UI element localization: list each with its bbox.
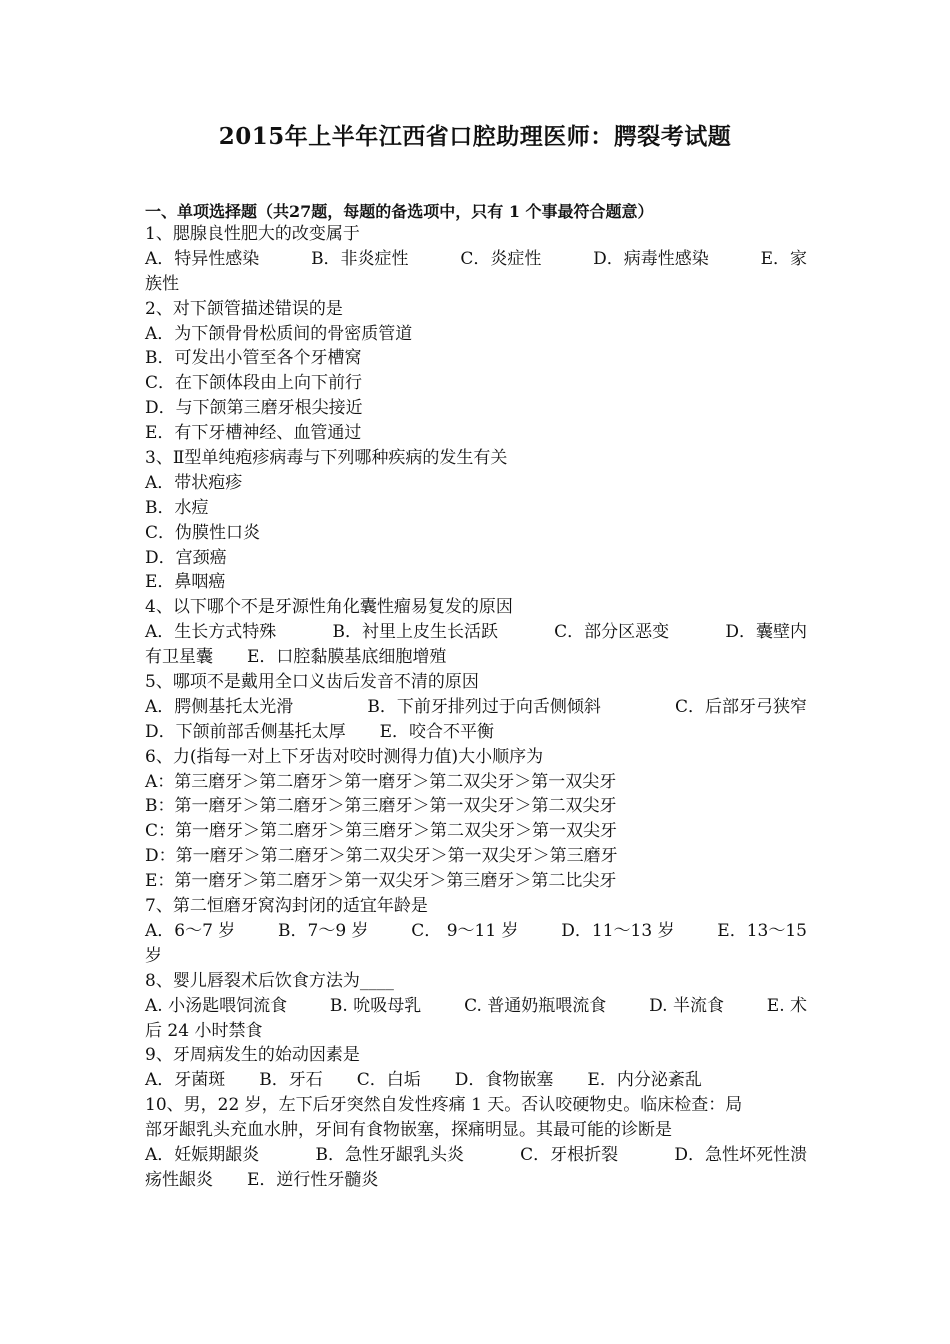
option-line [145, 247, 807, 272]
option-text: A．腭侧基托太光滑 [145, 696, 294, 717]
text-line: B．水痘 [145, 497, 209, 518]
question-body [145, 222, 807, 1193]
option-text: E．家 [760, 248, 807, 269]
option-line [145, 1143, 807, 1168]
option-text: D. 半流食 [649, 995, 724, 1016]
option-line [145, 620, 807, 645]
option-text: D．囊壁内 [725, 622, 807, 643]
text-line: 8、婴儿唇裂术后饮食方法为____ [145, 970, 394, 991]
text-line: 后 24 小时禁食 [145, 1020, 263, 1041]
text-line: 族性 [145, 273, 179, 294]
text-line: 4、以下哪个不是牙源性角化囊性瘤易复发的原因 [145, 597, 513, 618]
option-text: C．牙根折裂 [520, 1144, 619, 1165]
option-text: D．急性坏死性溃 [674, 1144, 807, 1165]
text-line: 9、牙周病发生的始动因素是 [145, 1045, 360, 1066]
text-line: D．下颌前部舌侧基托太厚 E．咬合不平衡 [145, 721, 495, 742]
text-line: A．带状疱疹 [145, 472, 243, 493]
text-line: D．宫颈癌 [145, 547, 227, 568]
option-text: A. 小汤匙喂饲流食 [145, 995, 288, 1016]
option-text: 10、男，22 岁，左下后牙突然自发性疼痛 1 天。否认咬硬物史。临床检查：局 [145, 1095, 743, 1116]
text-line: 岁 [145, 945, 162, 966]
text-line: 6、力(指每一对上下牙齿对咬时测得力值)大小顺序为 [145, 746, 544, 767]
text-line: 疡性龈炎 E．逆行性牙髓炎 [145, 1169, 379, 1190]
text-line: C：第一磨牙＞第二磨牙＞第三磨牙＞第二双尖牙＞第一双尖牙 [145, 821, 618, 842]
text-line: D：第一磨牙＞第二磨牙＞第二双尖牙＞第一双尖牙＞第三磨牙 [145, 846, 618, 867]
document-title: 2015年上半年江西省口腔助理医师：腭裂考试题 [218, 123, 732, 150]
option-text: A．特异性感染 [145, 248, 260, 269]
option-text: B. 吮吸母乳 [329, 995, 422, 1016]
option-text: A．生长方式特殊 [145, 622, 277, 643]
text-line: B．可发出小管至各个牙槽窝 [145, 348, 362, 369]
text-line: 7、第二恒磨牙窝沟封闭的适宜年龄是 [145, 896, 428, 917]
option-line [145, 994, 807, 1019]
option-line [145, 1093, 807, 1118]
option-text: C． 9～11 岁 [411, 920, 519, 941]
text-line: A：第三磨牙＞第二磨牙＞第一磨牙＞第二双尖牙＞第一双尖牙 [145, 771, 617, 792]
option-text: D．11～13 岁 [561, 920, 675, 941]
option-text: C. 普通奶瓶喂流食 [464, 995, 607, 1016]
text-line: C．伪膜性口炎 [145, 522, 261, 543]
text-line: 1、腮腺良性肥大的改变属于 [145, 224, 360, 244]
option-text: E．13～15 [717, 920, 807, 941]
option-text: C．部分区恶变 [554, 622, 670, 643]
text-line: A．为下颌骨骨松质间的骨密质管道 [145, 323, 413, 344]
text-line: A．牙菌斑 B．牙石 C．白垢 D．食物嵌塞 E．内分泌紊乱 [145, 1070, 702, 1091]
option-text: B．衬里上皮生长活跃 [332, 622, 498, 643]
text-line: E．鼻咽癌 [145, 572, 226, 593]
option-text: D．病毒性感染 [593, 248, 709, 269]
text-line: 2、对下颌管描述错误的是 [145, 298, 343, 319]
text-line: B：第一磨牙＞第二磨牙＞第三磨牙＞第一双尖牙＞第二双尖牙 [145, 796, 617, 817]
option-text: E. 术 [766, 995, 807, 1016]
option-text: B．急性牙龈乳头炎 [315, 1144, 464, 1165]
option-text: C．炎症性 [460, 248, 542, 269]
text-line: E．有下牙槽神经、血管通过 [145, 423, 362, 444]
option-text: B．非炎症性 [311, 248, 409, 269]
option-text: B．7～9 岁 [278, 920, 369, 941]
section-heading: 一、单项选择题（共27题，每题的备选项中，只有 1 个事最符合题意） [145, 202, 654, 221]
option-line [145, 919, 807, 944]
option-text: A．妊娠期龈炎 [145, 1144, 260, 1165]
text-line: C．在下颌体段由上向下前行 [145, 373, 363, 394]
text-line: 部牙龈乳头充血水肿，牙间有食物嵌塞，探痛明显。其最可能的诊断是 [145, 1120, 672, 1141]
option-line [145, 695, 807, 720]
text-line: D．与下颌第三磨牙根尖接近 [145, 398, 363, 419]
text-line: 3、Ⅱ型单纯疱疹病毒与下列哪种疾病的发生有关 [145, 448, 508, 469]
option-text: C．后部牙弓狭窄 [674, 696, 807, 717]
text-line: 5、哪项不是戴用全口义齿后发音不清的原因 [145, 672, 479, 693]
option-text: B．下前牙排列过于向舌侧倾斜 [367, 696, 601, 717]
text-line: E：第一磨牙＞第二磨牙＞第一双尖牙＞第三磨牙＞第二比尖牙 [145, 871, 617, 892]
text-line: 有卫星囊 E．口腔黏膜基底细胞增殖 [145, 647, 447, 668]
option-text: A．6～7 岁 [145, 920, 236, 941]
